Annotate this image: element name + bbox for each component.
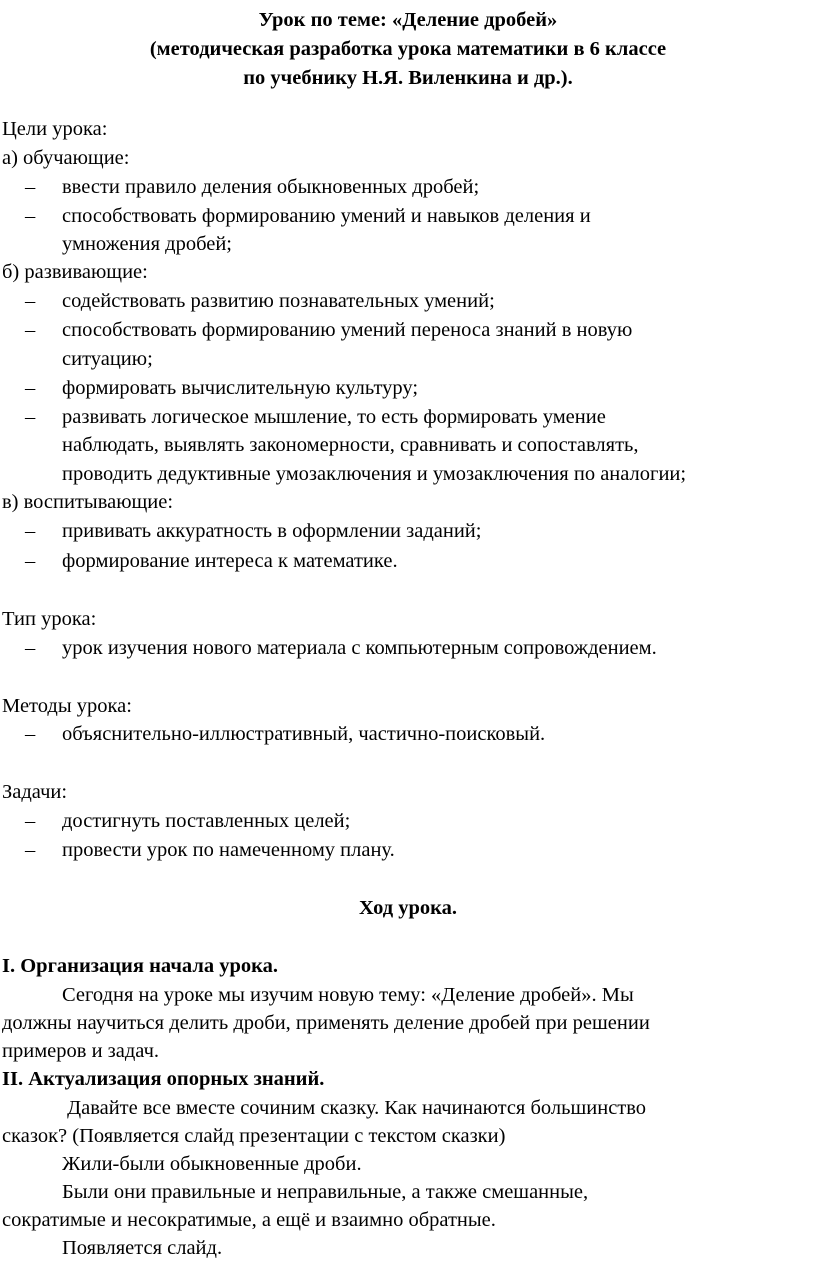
goals-c-label: в) воспитывающие:: [2, 491, 174, 513]
list-item-text: прививать аккуратность в оформлении заданий;: [62, 520, 482, 542]
tasks-heading: Задачи:: [2, 781, 68, 803]
dash-bullet-icon: –: [25, 723, 36, 745]
dash-bullet-icon: –: [25, 406, 36, 428]
dash-bullet-icon: –: [25, 205, 36, 227]
title-line-2: (методическая разработка урока математики в 6 классе: [149, 38, 667, 60]
methods-heading: Методы урока:: [2, 695, 132, 717]
dash-bullet-icon: –: [25, 176, 36, 198]
list-item-text: наблюдать, выявлять закономерности, сравнивать и сопоставлять,: [62, 434, 639, 456]
paragraph-line: Сегодня на уроке мы изучим новую тему: «Деление дробей». Мы: [62, 984, 634, 1006]
dash-bullet-icon: –: [25, 839, 36, 861]
list-item-text: развивать логическое мышление, то есть формировать умение: [62, 406, 606, 428]
list-item-text: формировать вычислительную культуру;: [62, 377, 419, 399]
list-item-text: умножения дробей;: [62, 233, 233, 255]
paragraph-line: сказок? (Появляется слайд презентации с текстом сказки): [2, 1125, 506, 1147]
list-item-text: содействовать развитию познавательных умений;: [62, 290, 495, 312]
dash-bullet-icon: –: [25, 377, 36, 399]
dash-bullet-icon: –: [25, 637, 36, 659]
paragraph-line: примеров и задач.: [2, 1040, 160, 1062]
lesson-type-heading: Тип урока:: [2, 608, 97, 630]
list-item-text: объяснительно-иллюстративный, частично-поисковый.: [62, 723, 546, 745]
course-heading: Ход урока.: [358, 897, 458, 919]
list-item-text: проводить дедуктивные умозаключения и умозаключения по аналогии;: [62, 463, 687, 485]
list-item-text: способствовать формированию умений переноса знаний в новую: [62, 319, 633, 341]
list-item-text: провести урок по намеченному плану.: [62, 839, 395, 861]
paragraph-line: должны научиться делить дроби, применять деление дробей при решении: [2, 1012, 650, 1034]
dash-bullet-icon: –: [25, 550, 36, 572]
goals-heading: Цели урока:: [2, 118, 108, 140]
list-item-text: достигнуть поставленных целей;: [62, 810, 351, 832]
list-item-text: ввести правило деления обыкновенных дробей;: [62, 176, 480, 198]
goals-b-label: б) развивающие:: [2, 261, 148, 283]
section-1-heading: I. Организация начала урока.: [2, 955, 278, 977]
section-2-heading: II. Актуализация опорных знаний.: [2, 1068, 325, 1090]
dash-bullet-icon: –: [25, 520, 36, 542]
list-item-text: способствовать формированию умений и навыков деления и: [62, 205, 591, 227]
paragraph-line: Появляется слайд.: [62, 1237, 223, 1259]
paragraph-line: Давайте все вместе сочиним сказку. Как начинаются большинство: [62, 1097, 647, 1119]
document-title: [0, 6, 816, 93]
list-item-text: урок изучения нового материала с компьютерным сопровождением.: [62, 637, 657, 659]
paragraph-line: Жили-были обыкновенные дроби.: [62, 1153, 362, 1175]
goals-a-label: а) обучающие:: [2, 147, 130, 169]
title-line-3: по учебнику Н.Я. Виленкина и др.).: [243, 67, 573, 89]
title-line-1: Урок по теме: «Деление дробей»: [258, 9, 558, 31]
dash-bullet-icon: –: [25, 290, 36, 312]
paragraph-line: сократимые и несократимые, а ещё и взаимно обратные.: [2, 1209, 496, 1231]
list-item-text: формирование интереса к математике.: [62, 550, 398, 572]
dash-bullet-icon: –: [25, 810, 36, 832]
dash-bullet-icon: –: [25, 319, 36, 341]
paragraph-line: Были они правильные и неправильные, а также смешанные,: [62, 1181, 589, 1203]
list-item-text: ситуацию;: [62, 348, 153, 370]
